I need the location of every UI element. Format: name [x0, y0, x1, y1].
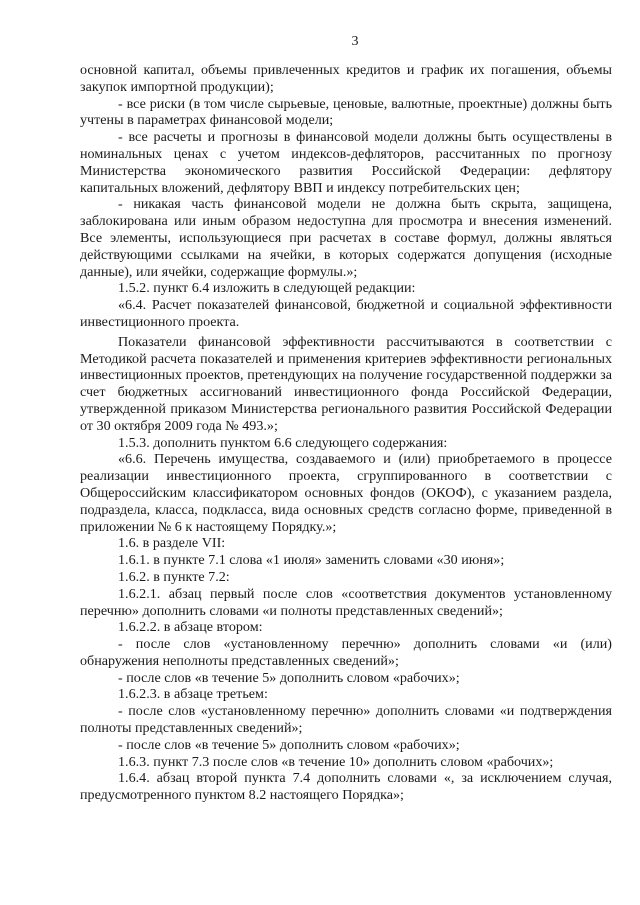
paragraph-financial-efficiency: Показатели финансовой эффективности рассчитываются в соответствии с Методикой расчета показателей и применения критериев эффективности региональных инвестиционных проектов, претендующих на получение государственной поддержки за счет бюджетных ассигнований инвестиционного фонда Российской Федерации, утвержденной приказом Министерства регионального развития Российской Федерации от 30 октября 2009 года № 493.»; — [80, 333, 612, 434]
paragraph-incompleteness: - после слов «установленному перечню» дополнить словами «и (или) обнаружения неполноты представленных сведений»; — [80, 636, 612, 669]
paragraph-completeness-confirmation: - после слов «установленному перечню» дополнить словами «и подтверждения полноты представленных сведений»; — [80, 703, 612, 737]
paragraph-1-6-4: 1.6.4. абзац второй пункта 7.4 дополнить словами «, за исключением случая, предусмотренного пунктом 8.2 настоящего Порядка»; — [80, 770, 612, 804]
paragraph-1-6: 1.6. в разделе VII: — [118, 535, 226, 552]
paragraph-1-5-2: 1.5.2. пункт 6.4 изложить в следующей редакции: — [118, 280, 416, 297]
paragraph-1-6-2-2: 1.6.2.2. в абзаце втором: — [118, 619, 263, 636]
paragraph-1-6-2-1: 1.6.2.1. абзац первый после слов «соответствия документов установленному перечню» дополнить словами «и полноты представленных сведений»; — [80, 585, 612, 619]
paragraph-6-6: «6.6. Перечень имущества, создаваемого и (или) приобретаемого в процессе реализации инвестиционного проекта, сгруппированного в соответствии с Общероссийским классификатором основных фондов (ОКОФ), с указанием раздела, подраздела, класса, подкласса, вида основных средств согласно форме, приведенной в приложении № 6 к настоящему Порядку.»; — [80, 451, 612, 535]
paragraph-1-6-2: 1.6.2. в пункте 7.2: — [118, 568, 230, 585]
paragraph-working-days-a: - после слов «в течение 5» дополнить словом «рабочих»; — [118, 669, 460, 686]
paragraph-1-6-3: 1.6.3. пункт 7.3 после слов «в течение 10» дополнить словом «рабочих»; — [118, 753, 554, 770]
paragraph-1-6-2-3: 1.6.2.3. в абзаце третьем: — [118, 686, 268, 703]
paragraph-nominal-prices: - все расчеты и прогнозы в финансовой модели должны быть осуществлены в номинальных ценах с учетом индексов-дефляторов, рассчитанных по прогнозу Министерства экономического развития Российской Федерации: дефлятору капитальных вложений, дефлятору ВВП и индексу потребительских цен; — [80, 129, 612, 196]
paragraph-1-5-3: 1.5.3. дополнить пунктом 6.6 следующего содержания: — [118, 434, 448, 451]
paragraph-working-days-b: - после слов «в течение 5» дополнить словом «рабочих»; — [118, 736, 460, 753]
paragraph-capital-continuation: основной капитал, объемы привлеченных кредитов и график их погашения, объемы закупок импортной продукции); — [80, 62, 612, 95]
paragraph-1-6-1: 1.6.1. в пункте 7.1 слова «1 июля» заменить словами «30 июня»; — [118, 552, 505, 569]
paragraph-risks: - все риски (в том числе сырьевые, ценовые, валютные, проектные) должны быть учтены в параметрах финансовой модели; — [80, 95, 612, 129]
page-number: 3 — [351, 34, 359, 49]
paragraph-6-4: «6.4. Расчет показателей финансовой, бюджетной и социальной эффективности инвестиционного проекта. — [80, 297, 612, 330]
paragraph-model-not-hidden: - никакая часть финансовой модели не должна быть скрыта, защищена, заблокирована или иным образом недоступна для просмотра и внесения изменений. Все элементы, использующиеся при расчетах в составе формул, должны являться действующими ссылками на ячейки, в которых содержатся допущения (исходные данные), или ячейки, содержащие формулы.»; — [80, 196, 612, 280]
